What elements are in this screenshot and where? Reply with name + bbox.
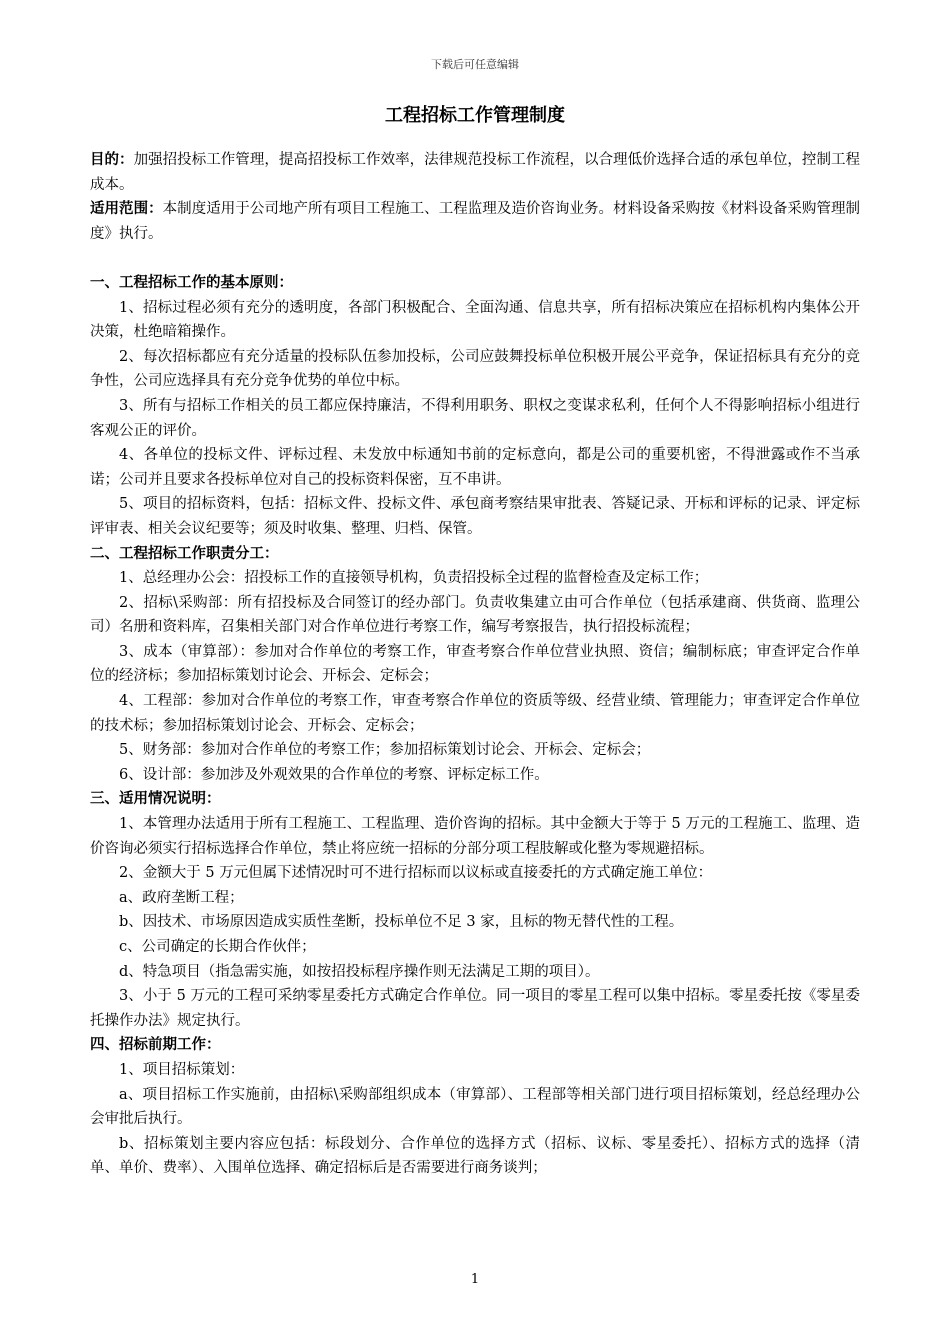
preparation-paragraph: a、项目招标工作实施前，由招标\采购部组织成本（审算部）、工程部等相关部门进行项目招标策划，经总经理办公会审批后执行。 — [90, 1086, 860, 1128]
duty-paragraph: 4、工程部：参加对合作单位的考察工作，审查考察合作单位的资质等级、经营业绩、管理能力；审查评定合作单位的技术标；参加招标策划讨论会、开标会、定标会； — [90, 693, 860, 734]
blank-line — [90, 246, 860, 271]
scope-item-paragraph: d、特急项目（指急需实施，如按招投标程序操作则无法满足工期的项目）。 — [119, 963, 600, 980]
principle-paragraph: 3、所有与招标工作相关的员工都应保持廉洁，不得利用职务、职权之变谋求私利，任何个人不得影响招标小组进行客观公正的评价。 — [90, 397, 860, 439]
page-header-note: 下载后可任意编辑 — [431, 58, 519, 71]
document-body — [90, 148, 860, 1181]
preparation-paragraph: b、招标策划主要内容应包括：标段划分、合作单位的选择方式（招标、议标、零星委托）、招标方式的选择（清单、单价、费率）、入围单位选择、确定招标后是否需要进行商务谈判； — [90, 1135, 860, 1177]
duty-paragraph: 5、财务部：参加对合作单位的考察工作；参加招标策划讨论会、开标会、定标会； — [119, 742, 651, 759]
scope-paragraph — [90, 197, 860, 246]
scope-item-paragraph: 2、金额大于 5 万元但属下述情况时可不进行招标而以议标或直接委托的方式确定施工单位： — [119, 865, 713, 882]
duty-paragraph: 6、设计部：参加涉及外观效果的合作单位的考察、评标定标工作。 — [119, 766, 549, 783]
scope-item-paragraph: 3、小于 5 万元的工程可采纳零星委托方式确定合作单位。同一项目的零星工程可以集中招标。零星委托按《零星委托操作办法》规定执行。 — [90, 988, 860, 1029]
scope-item-paragraph: b、因技术、市场原因造成实质性垄断，投标单位不足 3 家，且标的物无替代性的工程。 — [119, 914, 684, 931]
scope-item-paragraph: 1、本管理办法适用于所有工程施工、工程监理、造价咨询的招标。其中金额大于等于 5 万元的工程施工、监理、造价咨询必须实行招标选择合作单位，禁止将应统一招标的分部分项工程肢解或化整为零规避招标。 — [90, 816, 860, 857]
purpose-text: 加强招投标工作管理，提高招投标工作效率，法律规范投标工作流程，以合理低价选择合适的承包单位，控制工程成本。 — [90, 152, 861, 193]
purpose-label: 目的： — [90, 152, 134, 168]
purpose-paragraph — [90, 148, 860, 197]
principle-paragraph: 2、每次招标都应有充分适量的投标队伍参加投标，公司应鼓舞投标单位积极开展公平竞争，保证招标具有充分的竞争性，公司应选择具有充分竞争优势的单位中标。 — [90, 348, 860, 390]
scope-item-paragraph: a、政府垄断工程； — [119, 889, 244, 906]
duty-paragraph: 3、成本（审算部）：参加对合作单位的考察工作，审查考察合作单位营业执照、资信；编制标底；审查评定合作单位的经济标；参加招标策划讨论会、开标会、定标会； — [90, 643, 860, 685]
scope-item-paragraph: c、公司确定的长期合作伙伴； — [119, 939, 316, 955]
section-heading-2: 二、工程招标工作职责分工： — [90, 545, 279, 562]
duty-paragraph: 2、招标\采购部：所有招投标及合同签订的经办部门。负责收集建立由可合作单位（包括承建商、供货商、监理公司）名册和资料库，召集相关部门对合作单位进行考察工作，编写考察报告，执行招投标流程； — [90, 594, 860, 636]
section-heading-4: 四、招标前期工作： — [90, 1037, 221, 1054]
scope-text: 本制度适用于公司地产所有项目工程施工、工程监理及造价咨询业务。材料设备采购按《材料设备采购管理制度》执行。 — [90, 201, 861, 242]
section-heading-1: 一、工程招标工作的基本原则： — [90, 274, 293, 291]
scope-label: 适用范围： — [90, 201, 163, 218]
duty-paragraph: 1、总经理办公会：招投标工作的直接领导机构，负责招投标全过程的监督检查及定标工作； — [119, 570, 709, 587]
document-title: 工程招标工作管理制度 — [385, 105, 565, 126]
section-heading-3: 三、适用情况说明： — [90, 791, 221, 808]
page-number: 1 — [470, 1272, 480, 1287]
preparation-paragraph: 1、项目招标策划： — [119, 1061, 245, 1078]
principle-paragraph: 1、招标过程必须有充分的透明度，各部门积极配合、全面沟通、信息共享，所有招标决策应在招标机构内集体公开决策，杜绝暗箱操作。 — [90, 299, 860, 341]
principle-paragraph: 5、项目的招标资料，包括：招标文件、投标文件、承包商考察结果审批表、答疑记录、开标和评标的记录、评定标评审表、相关会议纪要等；须及时收集、整理、归档、保管。 — [90, 496, 860, 537]
principle-paragraph: 4、各单位的投标文件、评标过程、未发放中标通知书前的定标意向，都是公司的重要机密，不得泄露或作不当承诺；公司并且要求各投标单位对自己的投标资料保密，互不串讲。 — [90, 447, 860, 488]
